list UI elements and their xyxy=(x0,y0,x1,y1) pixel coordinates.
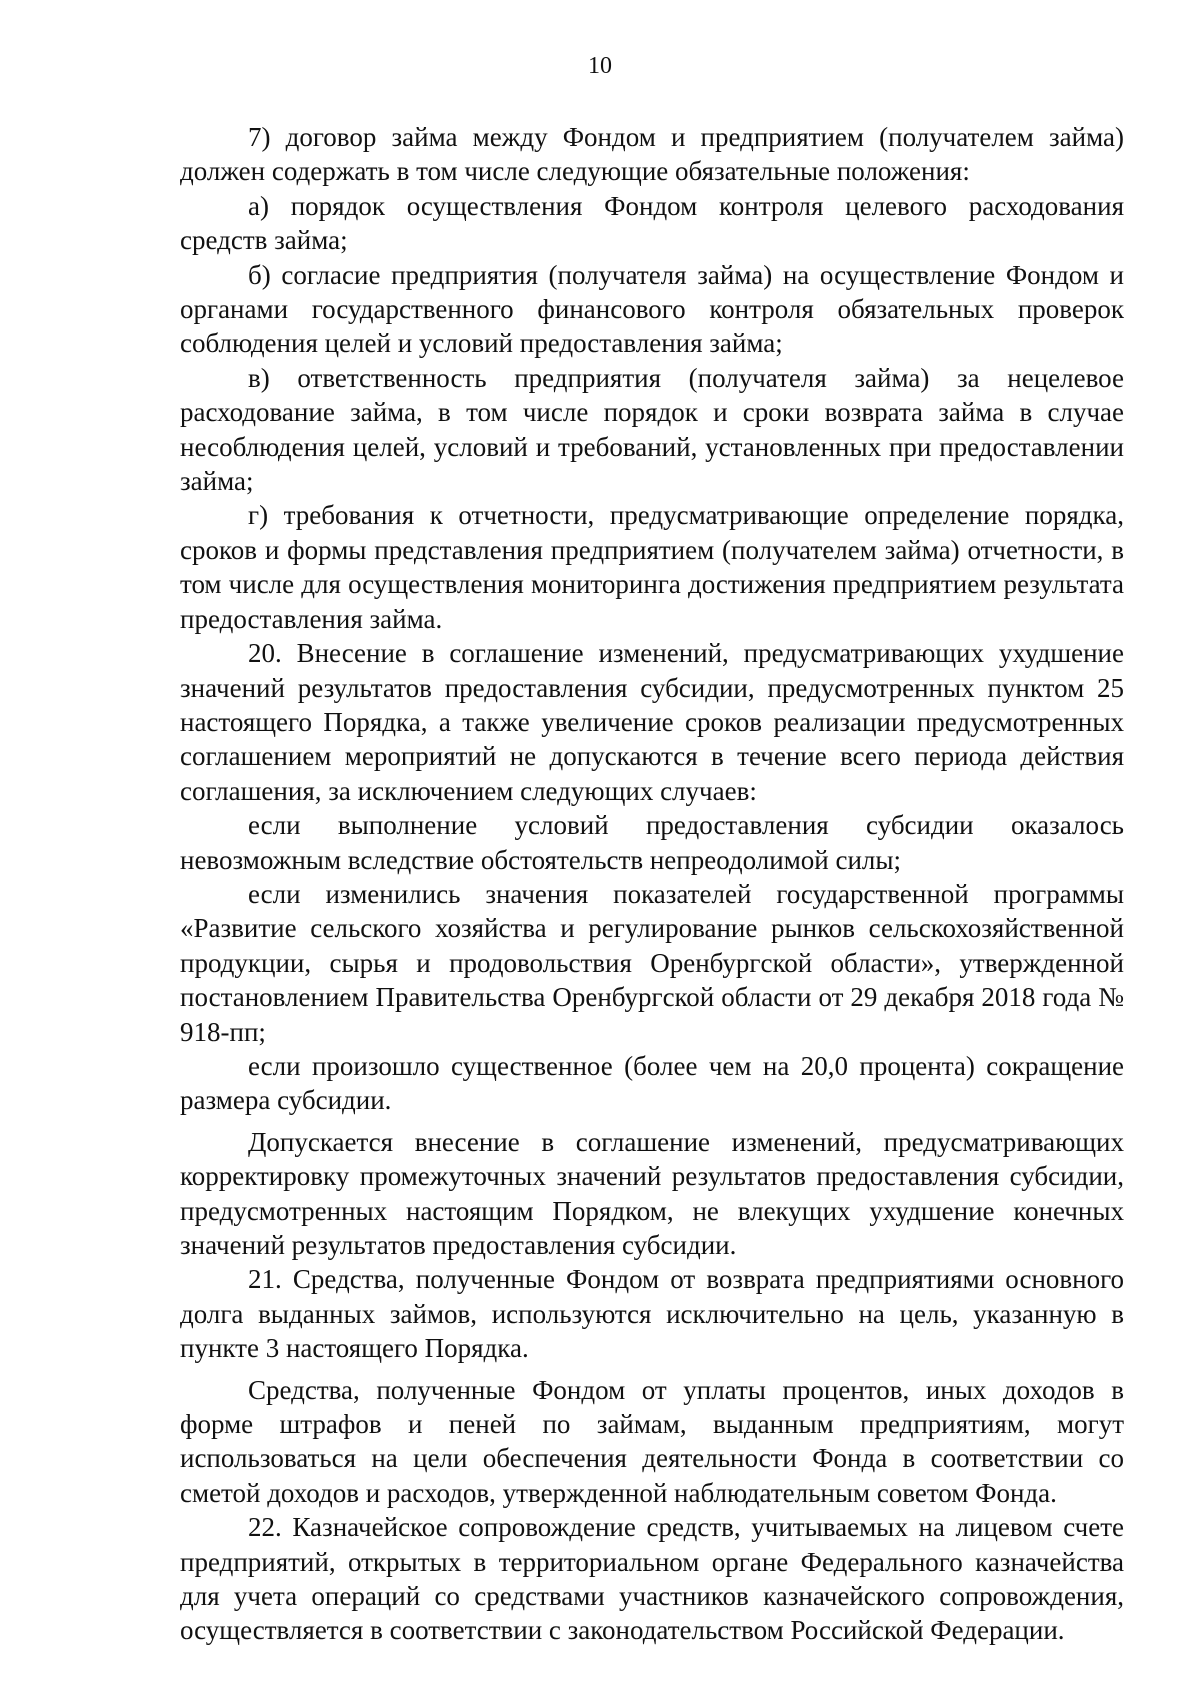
paragraph-7v: в) ответственность предприятия (получателя займа) за нецелевое расходование займа, в том числе порядок и сроки возврата займа в случае несоблюдения целей, условий и требований, установленных при предоставлении займа; xyxy=(180,362,1124,497)
paragraph-20-case-subsidy-reduction: если произошло существенное (более чем на 20,0 процента) сокращение размера субсидии. xyxy=(180,1050,1124,1116)
paragraph-21: 21. Средства, полученные Фондом от возврата предприятиями основного долга выданных займов, используются исключительно на цель, указанную в пункте 3 настоящего Порядка. xyxy=(180,1264,1124,1364)
paragraph-7-loan-agreement: 7) договор займа между Фондом и предприятием (получателем займа) должен содержать в том числе следующие обязательные положения: xyxy=(180,122,1124,187)
paragraph-22: 22. Казначейское сопровождение средств, учитываемых на лицевом счете предприятий, открытых в территориальном органе Федерального казначейства для учета операций со средствами участников казначейского сопровождения, осуществляется в соответствии с законодательством Российской Федерации. xyxy=(180,1512,1124,1646)
paragraph-20-adjustment: Допускается внесение в соглашение изменений, предусматривающих корректировку промежуточных значений результатов предоставления субсидии, предусмотренных настоящим Порядком, не влекущих ухудшение конечных значений результатов предоставления субсидии. xyxy=(180,1126,1124,1260)
paragraph-20-case-force-majeure: если выполнение условий предоставления субсидии оказалось невозможным вследствие обстоятельств непреодолимой силы; xyxy=(180,810,1124,875)
document-body xyxy=(180,120,1124,1648)
paragraph-7g: г) требования к отчетности, предусматривающие определение порядка, сроков и формы представления предприятием (получателем займа) отчетности, в том числе для осуществления мониторинга достижения предприятием результата предоставления займа. xyxy=(180,500,1124,634)
paragraph-20-case-program-change: если изменились значения показателей государственной программы «Развитие сельского хозяйства и регулирование рынков сельскохозяйственной продукции, сырья и продовольствия Оренбургской области», утвержденной постановлением Правительства Оренбургской области от 29 декабря 2018 года № 918-пп; xyxy=(180,878,1124,1047)
paragraph-7b: б) согласие предприятия (получателя займа) на осуществление Фондом и органами государственного финансового контроля обязательных проверок соблюдения целей и условий предоставления займа; xyxy=(180,259,1124,359)
paragraph-7a: а) порядок осуществления Фондом контроля целевого расходования средств займа; xyxy=(180,190,1124,256)
page-number: 10 xyxy=(588,53,612,79)
paragraph-20: 20. Внесение в соглашение изменений, предусматривающих ухудшение значений результатов предоставления субсидии, предусмотренных пунктом 25 настоящего Порядка, а также увеличение сроков реализации предусмотренных соглашением мероприятий не допускаются в течение всего периода действия соглашения, за исключением следующих случаев: xyxy=(180,638,1124,806)
paragraph-21-interest-income: Средства, полученные Фондом от уплаты процентов, иных доходов в форме штрафов и пеней по займам, выданным предприятиям, могут использоваться на цели обеспечения деятельности Фонда в соответствии со сметой доходов и расходов, утвержденной наблюдательным советом Фонда. xyxy=(180,1374,1124,1508)
